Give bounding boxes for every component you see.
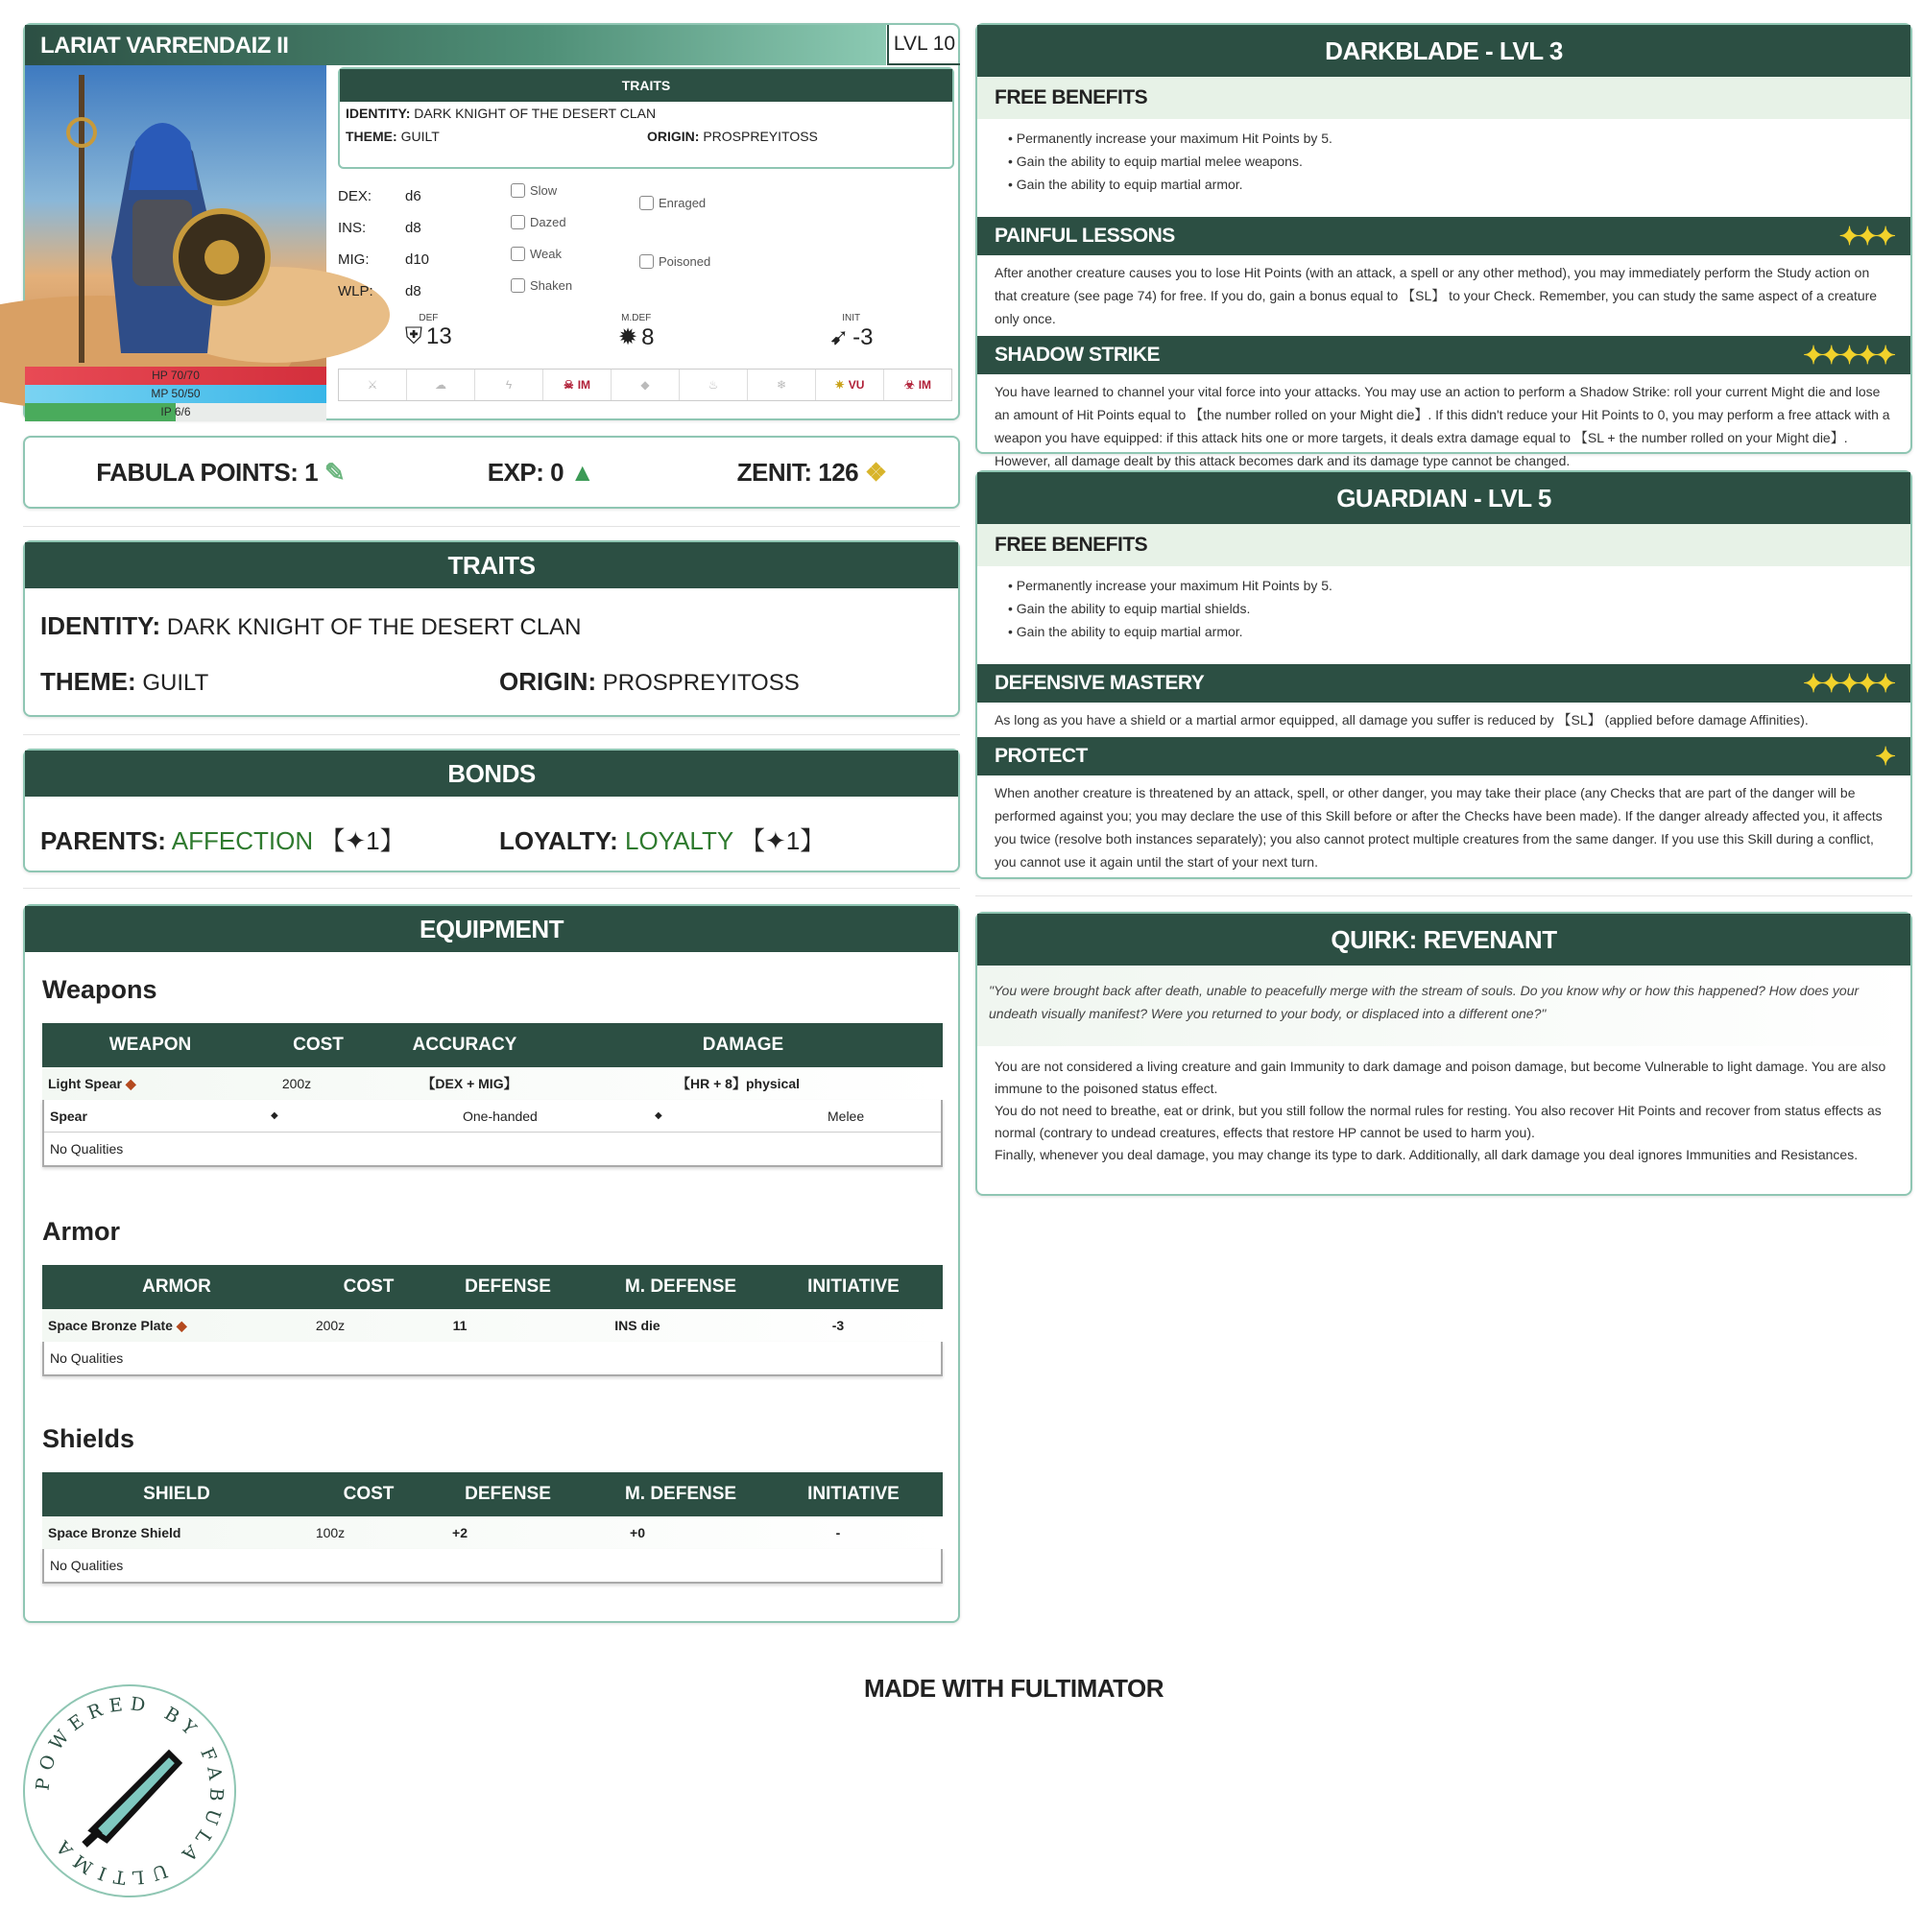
shields-header: SHIELD COST DEFENSE M. DEFENSE INITIATIVE (42, 1472, 943, 1516)
armor-qualities: No Qualities (50, 1350, 124, 1366)
skill-protect: PROTECT ✦ (977, 737, 1910, 775)
coins-icon: ❖ (864, 457, 887, 487)
shield-details (42, 1549, 943, 1584)
shield-qualities: No Qualities (50, 1558, 124, 1573)
status-poisoned[interactable]: Poisoned (639, 254, 710, 269)
ice-icon: ❄ (748, 370, 816, 400)
status-weak[interactable]: Weak (511, 247, 562, 261)
traits-identity: IDENTITY: DARK KNIGHT OF THE DESERT CLAN (40, 611, 582, 640)
weapon-detail-line: Spear ◆ One-handed ◆ Melee (44, 1100, 941, 1133)
dark-icon: ☠ (563, 378, 574, 392)
traits-origin: ORIGIN: PROSPREYITOSS (499, 667, 800, 696)
traits-title: TRAITS (25, 542, 958, 588)
character-level: LVL 10 (887, 25, 960, 65)
armor-heading: Armor (42, 1217, 121, 1246)
mp-bar: MP 50/50 (25, 385, 326, 403)
divider (23, 734, 960, 735)
fire-icon: ♨ (680, 370, 748, 400)
poison-icon: ☣ (903, 378, 915, 392)
logo-image (25, 1686, 234, 1896)
skill-painful-lessons-text: After another creature causes you to lose Hit Points (with an attack, a spell or any other method), you may immediately perform the Study action on that creature (see page 74) for free. If you do, gain a bonus equal to 【SL】 to your Check. Remember, you can study the same aspect of a creature only once. (995, 265, 1878, 326)
feather-icon: ✎ (324, 457, 346, 487)
quirk-title: QUIRK: REVENANT (977, 914, 1910, 966)
checkbox[interactable] (511, 247, 525, 261)
traits-mini-theme-origin: THEME: GUILT ORIGIN: PROSPREYITOSS (346, 129, 818, 144)
attr-ins: INS: d8 (338, 220, 421, 236)
attr-mig: MIG: d10 (338, 251, 430, 268)
status-dazed[interactable]: Dazed (511, 215, 566, 229)
character-portrait (25, 65, 326, 367)
skill-shadow-strike-text: You have learned to channel your vital force into your attacks. You may use an action to perform a Shadow Strike: roll your current Might die and lose an amount of Hit Points equal to 【the number rolled on your Might die】. If this didn't reduce your Hit Points to 0, you may perform a free attack with a weapon you have equipped: if this attack hits one or more targets, it deals extra damage equal to 【SL + the number rolled on your Might die】. However, all damage dealt by this attack becomes dark and its damage type cannot be changed. (995, 384, 1890, 468)
affinity-dark: ☠ IM (543, 370, 612, 400)
traits-mini-identity: IDENTITY: DARK KNIGHT OF THE DESERT CLAN (346, 106, 657, 121)
attr-wlp: WLP: d8 (338, 283, 421, 299)
quirk-card (975, 912, 1912, 1196)
shields-heading: Shields (42, 1424, 135, 1453)
checkbox[interactable] (639, 196, 654, 210)
affinities-row (338, 369, 952, 401)
ip-bar: IP 6/6 (25, 403, 326, 421)
attr-dex: DEX: d6 (338, 188, 421, 204)
bond-loyalty: LOYALTY: LOYALTY 【✦1】 (499, 826, 826, 855)
feather-icon (84, 1753, 179, 1845)
bonds-card (23, 749, 960, 872)
bond-parents: PARENTS: AFFECTION 【✦1】 (40, 826, 405, 855)
hp-bar: HP 70/70 (25, 367, 326, 385)
weapons-table (42, 1023, 943, 1167)
checkbox[interactable] (511, 183, 525, 198)
class-guardian-card (975, 470, 1912, 879)
traits-mini-title: TRAITS (340, 69, 952, 102)
guardian-free-benefits: FREE BENEFITS (977, 524, 1910, 566)
equipment-card (23, 904, 960, 1623)
divider (23, 888, 960, 889)
exp-icon: ▲ (569, 457, 595, 487)
skill-level-stars: ✦✦✦✦✦ (1803, 668, 1893, 698)
made-with-label: MADE WITH FULTIMATOR (864, 1674, 1164, 1703)
bonds-title: BONDS (25, 751, 958, 797)
light-icon: ✷ (834, 378, 845, 392)
physical-icon: ⚔ (339, 370, 407, 400)
zenit: ZENIT: 126 ❖ (736, 457, 887, 487)
shield-row[interactable]: Space Bronze Shield 100z +2 +0 - (42, 1516, 943, 1549)
skill-level-stars: ✦✦✦ (1838, 221, 1893, 250)
air-icon: ☁ (407, 370, 475, 400)
points-card (23, 436, 960, 509)
stat-init: INIT ➹ -3 (829, 313, 874, 350)
weapon-details (42, 1100, 943, 1167)
character-name: LARIAT VARRENDAIZ II (25, 25, 886, 65)
magic-shield-icon: ✹ (618, 324, 638, 350)
character-card (23, 23, 960, 420)
bolt-icon: ϟ (475, 370, 543, 400)
running-icon: ➹ (829, 324, 850, 350)
checkbox[interactable] (639, 254, 654, 269)
quirk-description: You are not considered a living creature and gain Immunity to dark damage and poison damage, but become Vulnerable to light damage. You are also immune to the poisoned status effect. You do not need to breathe, eat or drink, but you still follow the normal rules for resting. You also recover Hit Points and recover from status effects as normal (contrary to undead creatures, effects that restore HP cannot be used to harm you). Finally, whenever you deal damage, you may change its type to dark. Additionally, all dark damage you deal ignores Immunities and Resistances. (995, 1059, 1886, 1162)
guardian-benefits: • Permanently increase your maximum Hit Points by 5. • Gain the ability to equip martial shields. • Gain the ability to equip martial armor. (1008, 578, 1332, 639)
weapons-header: WEAPON COST ACCURACY DAMAGE (42, 1023, 943, 1067)
earth-icon: ◆ (612, 370, 680, 400)
shield-icon: ⛨ (405, 323, 422, 349)
status-slow[interactable]: Slow (511, 183, 557, 198)
portrait-image (25, 65, 326, 367)
skill-protect-text: When another creature is threatened by an attack, spell, or other danger, you may take their place (any Checks that are part of the danger will be performed against you; you may declare the use of this Skill before or after the Checks have been made). If the danger already affected you, it affects you twice (resolve both instances separately); you also cannot protect multiple creatures from the same danger. If you use this Skill during a conflict, you cannot use it again until the start of your next turn. (995, 785, 1883, 870)
martial-icon: ◆ (125, 1075, 136, 1091)
quirk-quote: "You were brought back after death, unable to peacefully merge with the stream of souls. Do you know why or how this happened? How does your undeath visually manifest? Were you returned to your body, or displaced into a different one?" (977, 966, 1910, 1046)
skill-level-stars: ✦✦✦✦✦ (1803, 340, 1893, 370)
armor-details (42, 1342, 943, 1376)
skill-defensive-mastery-text: As long as you have a shield or a martial armor equipped, all damage you suffer is reduced by 【SL】 (applied before damage Affinities). (995, 712, 1809, 727)
skill-level-stars: ✦ (1875, 741, 1893, 771)
status-shaken[interactable]: Shaken (511, 278, 572, 293)
weapon-row[interactable]: Light Spear ◆ 200z 【DEX + MIG】 【HR + 8】physical (42, 1067, 943, 1100)
skill-painful-lessons: PAINFUL LESSONS ✦✦✦ (977, 217, 1910, 255)
guardian-title: GUARDIAN - LVL 5 (977, 472, 1910, 524)
skill-shadow-strike: SHADOW STRIKE ✦✦✦✦✦ (977, 336, 1910, 374)
exp-points: EXP: 0 ▲ (487, 457, 595, 487)
stat-def: DEF ⛨ 13 (405, 313, 452, 349)
svg-text:POWERED BY FABULA ULTIMA: POWERED BY FABULA ULTIMA (32, 1693, 228, 1889)
status-enraged[interactable]: Enraged (639, 196, 706, 210)
armor-row[interactable]: Space Bronze Plate ◆ 200z 11 INS die -3 (42, 1309, 943, 1342)
skill-defensive-mastery: DEFENSIVE MASTERY ✦✦✦✦✦ (977, 664, 1910, 703)
darkblade-title: DARKBLADE - LVL 3 (977, 25, 1910, 77)
darkblade-benefits: • Permanently increase your maximum Hit Points by 5. • Gain the ability to equip martial melee weapons. • Gain the ability to equip martial armor. (1008, 131, 1332, 192)
class-darkblade-card (975, 23, 1912, 468)
fabula-points: FABULA POINTS: 1 ✎ (96, 457, 346, 487)
traits-card (23, 540, 960, 717)
martial-icon: ◆ (176, 1317, 187, 1333)
darkblade-free-benefits: FREE BENEFITS (977, 77, 1910, 119)
traits-mini-origin: ORIGIN: PROSPREYITOSS (647, 129, 818, 144)
divider (23, 526, 960, 527)
checkbox[interactable] (511, 215, 525, 229)
affinity-light: ✷ VU (816, 370, 884, 400)
divider (975, 895, 1912, 896)
fabula-ultima-logo (23, 1684, 236, 1897)
shields-table (42, 1472, 943, 1584)
armor-header: ARMOR COST DEFENSE M. DEFENSE INITIATIVE (42, 1265, 943, 1309)
armor-table (42, 1265, 943, 1376)
stat-mdef: M.DEF ✹ 8 (618, 313, 655, 350)
weapon-qualities: No Qualities (50, 1141, 124, 1157)
affinity-poison: ☣ IM (903, 378, 932, 392)
weapons-heading: Weapons (42, 975, 157, 1004)
traits-theme: THEME: GUILT (40, 667, 209, 696)
equipment-title: EQUIPMENT (25, 906, 958, 952)
checkbox[interactable] (511, 278, 525, 293)
traits-mini-panel (338, 67, 954, 169)
